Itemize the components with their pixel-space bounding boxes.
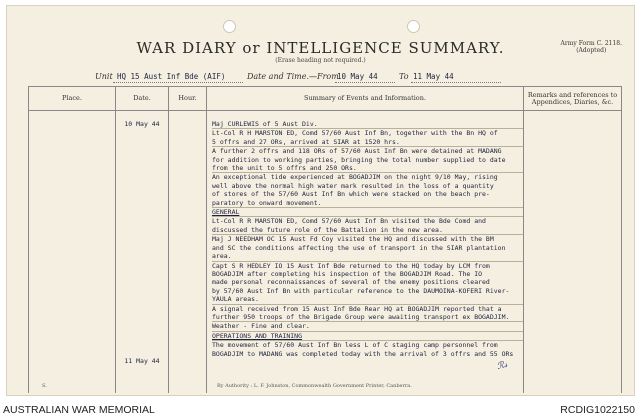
- table-header-row: [29, 87, 622, 111]
- entry-line: OPERATIONS AND TRAINING: [212, 331, 303, 340]
- entry-line: for addition to working parties, bringing the total number supplied to date: [212, 155, 506, 164]
- from-underline: [335, 82, 395, 83]
- entry-paragraph: [212, 305, 523, 323]
- col-remarks-header: Remarks and references to Appendices, Diaries, &c.: [524, 87, 622, 111]
- entry-line: Maj CURLEWIS of 5 Aust Div.: [212, 120, 318, 128]
- remarks-cell: [524, 111, 622, 394]
- entry-line: of stores of the 57/60 Aust Inf Bn which were stacked on the beach pre-: [212, 190, 490, 199]
- form-subtitle: (Erase heading not required.): [275, 57, 366, 64]
- entry-paragraph: [212, 129, 523, 147]
- entry-paragraph: [212, 235, 523, 261]
- place-cell: [29, 111, 116, 394]
- entry-paragraph: [212, 341, 523, 358]
- entry-line: An exceptional tide experienced at BOGADJIM on the night 9/10 May, rising: [212, 173, 498, 182]
- archive-caption-bar: [0, 398, 639, 419]
- entry-line: Lt-Col R R MARSTON ED, Comd 57/60 Aust Inf Bn visited the Bde Comd and: [212, 217, 486, 226]
- to-label: To: [399, 72, 409, 81]
- unit-label: Unit: [95, 72, 113, 81]
- summary-cell: [207, 111, 524, 394]
- entry-paragraph: [212, 322, 523, 331]
- entry-line: YAULA areas.: [212, 295, 259, 304]
- col-date-header: Date.: [116, 87, 169, 111]
- entry-line: made personal reconnaissances of several of the enemy positions cleared: [212, 278, 490, 287]
- entry-line: Weather - Fine and clear.: [212, 322, 310, 331]
- army-form-number: Army Form C. 2118.: [560, 40, 622, 47]
- table-body-row: [29, 111, 622, 394]
- entry-line: BOGADJIM after completing his inspection of the BOGADJIM Road. The IO: [212, 269, 483, 278]
- col-hour-header: Hour.: [169, 87, 207, 111]
- entry-line: Maj J NEEDHAM OC 15 Aust Fd Coy visited the HQ and discussed with the BM: [212, 235, 494, 244]
- diary-sheet: [6, 5, 635, 396]
- unit-underline: [113, 82, 243, 83]
- footer-authority: By Authority : L. F. Johnston, Commonwealth Government Printer, Canberra.: [217, 383, 412, 389]
- entry-line: Capt S R HEDLEY IO 15 Aust Inf Bde returned to the HQ today by LCM from: [212, 261, 490, 270]
- entry-heading: [212, 208, 523, 217]
- date-cell: [116, 111, 169, 394]
- entry-line: BOGADJIM to MADANG was completed today with the arrival of 3 offrs and 55 ORs: [212, 349, 514, 358]
- from-value: 10 May 44: [337, 72, 378, 81]
- archive-name: AUSTRALIAN WAR MEMORIAL: [3, 404, 155, 416]
- army-form-label: [561, 40, 622, 54]
- col-place-header: Place.: [29, 87, 116, 111]
- punch-hole: [223, 20, 236, 33]
- entry-paragraph: [212, 173, 523, 208]
- entry-line: from the unit to 5 offrs and 250 ORs.: [212, 164, 357, 173]
- entry-line: GENERAL: [212, 208, 240, 217]
- entry-line: well above the normal high water mark resulted in the loss of a quantity: [212, 181, 494, 190]
- entry-line: A further 2 offrs and 118 ORs of 57/60 Aust Inf Bn were detained at MADANG: [212, 147, 502, 156]
- entry-heading: [212, 332, 523, 341]
- entry-line: Lt-Col R H MARSTON ED, Comd 57/60 Aust Inf Bn, together with the Bn HQ of: [212, 129, 498, 138]
- entry-line: by 57/60 Aust Inf Bn with particular reference to the DAUMOINA-KOFERI River-: [212, 286, 510, 295]
- entry-line: discussed the future role of the Battalion in the new area.: [212, 225, 443, 234]
- entry-line: A signal received from 15 Aust Inf Bde Rear HQ at BOGADJIM reported that a: [212, 304, 502, 313]
- entry-paragraph: [212, 217, 523, 235]
- entry-line: 5 offrs and 27 ORs, arrived at SIAR at 1520 hrs.: [212, 137, 400, 146]
- handwritten-initials: ℛ𝓈: [495, 359, 509, 373]
- entry-line: and SC the conditions affecting the use of transport in the SIAR plantation: [212, 243, 506, 252]
- entry-line: paratory to onward movement.: [212, 198, 322, 207]
- entry-line: area.: [212, 252, 232, 261]
- entry-date-1: 10 May 44: [124, 120, 160, 128]
- to-value: 11 May 44: [413, 72, 454, 81]
- form-title: WAR DIARY or INTELLIGENCE SUMMARY.: [136, 39, 505, 57]
- punch-hole: [407, 20, 420, 33]
- col-summary-header: Summary of Events and Information.: [207, 87, 524, 111]
- to-underline: [411, 82, 501, 83]
- archive-reference: RCDIG1022150: [560, 404, 635, 416]
- entry-paragraph: [212, 147, 523, 173]
- entry-paragraph: [212, 120, 523, 129]
- hour-cell: [169, 111, 207, 394]
- entry-line: further 950 troops of the Brigade Group were awaiting transport ex BOGADJIM.: [212, 312, 510, 321]
- army-form-note: (Adopted): [576, 47, 607, 54]
- entry-paragraph: [212, 262, 523, 305]
- entry-date-2: 11 May 44: [124, 357, 160, 365]
- date-time-label: Date and Time.—From: [247, 72, 339, 81]
- footer-mark: S.: [42, 383, 47, 389]
- diary-table: [28, 86, 622, 393]
- entry-line: The movement of 57/60 Aust Inf Bn less L of C staging camp personnel from: [212, 341, 498, 350]
- unit-value: HQ 15 Aust Inf Bde (AIF): [117, 72, 226, 81]
